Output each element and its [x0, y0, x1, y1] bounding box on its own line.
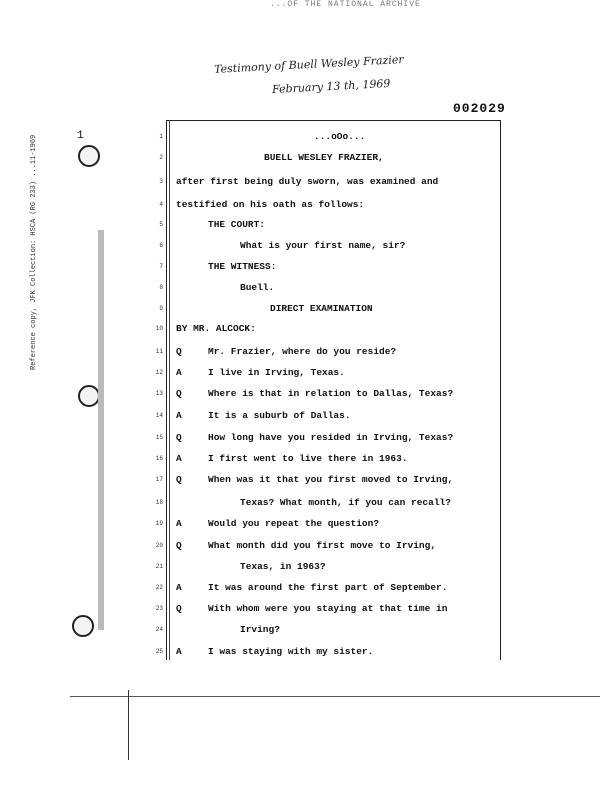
line-text: Would you repeat the question? [208, 518, 380, 529]
qa-marker: Q [176, 346, 182, 357]
page-number: 002029 [453, 101, 506, 116]
line-text: It was around the first part of September. [208, 582, 448, 593]
line-number: 24 [155, 626, 163, 633]
transcript-line [0, 219, 612, 231]
line-number: 10 [155, 325, 163, 332]
line-number: 16 [155, 455, 163, 462]
qa-marker: A [176, 367, 182, 378]
transcript-line [0, 303, 612, 315]
margin-number: 1 [77, 130, 84, 142]
line-number: 23 [155, 605, 163, 612]
line-text: What is your first name, sir? [240, 240, 406, 251]
centered-heading: ...oOo... [314, 131, 366, 142]
handwritten-date: February 13 th, 1969 [271, 76, 391, 97]
line-text: When was it that you first moved to Irving, [208, 474, 454, 485]
line-text: Where is that in relation to Dallas, Texas? [208, 388, 454, 399]
line-number: 13 [155, 390, 163, 397]
line-number: 4 [159, 201, 163, 208]
line-number: 9 [159, 305, 163, 312]
handwritten-title: Testimony of Buell Wesley Frazier [213, 53, 404, 76]
transcript-line [0, 624, 612, 636]
qa-marker: Q [176, 540, 182, 551]
line-text: Texas? What month, if you can recall? [240, 497, 451, 508]
qa-marker: Q [176, 432, 182, 443]
transcript-line [0, 540, 612, 552]
line-text: Irving? [240, 624, 280, 635]
line-text: Buell. [240, 282, 275, 293]
transcript-line [0, 131, 612, 143]
line-number: 17 [155, 476, 163, 483]
archive-stamp: ...OF THE NATIONAL ARCHIVE [270, 0, 421, 9]
transcript-line [0, 323, 612, 335]
qa-marker: A [176, 410, 182, 421]
transcript-line [0, 282, 612, 294]
transcript-line [0, 453, 612, 465]
line-text: How long have you resided in Irving, Texas? [208, 432, 454, 443]
centered-heading: BUELL WESLEY FRAZIER, [264, 152, 384, 163]
line-text: Texas, in 1963? [240, 561, 326, 572]
line-number: 19 [155, 520, 163, 527]
qa-marker: A [176, 453, 182, 464]
transcript-line [0, 152, 612, 164]
line-number: 21 [155, 563, 163, 570]
transcript-line [0, 603, 612, 615]
line-text: THE COURT: [208, 219, 266, 230]
line-text: What month did you first move to Irving, [208, 540, 437, 551]
qa-marker: A [176, 582, 182, 593]
bottom-vertical-mark [128, 690, 129, 760]
line-number: 6 [159, 242, 163, 249]
line-number: 12 [155, 369, 163, 376]
line-number: 5 [159, 221, 163, 228]
transcript-line [0, 346, 612, 358]
line-text: BY MR. ALCOCK: [176, 323, 256, 334]
transcript-line [0, 582, 612, 594]
line-number: 14 [155, 412, 163, 419]
transcript-line [0, 646, 612, 658]
line-number: 2 [159, 154, 163, 161]
line-text: THE WITNESS: [208, 261, 277, 272]
line-text: It is a suburb of Dallas. [208, 410, 351, 421]
reference-copy-stamp: Reference copy, JFK Collection: HSCA (RG 233) ...11-1969 [30, 134, 38, 370]
qa-marker: A [176, 646, 182, 657]
line-number: 3 [159, 178, 163, 185]
transcript-line [0, 176, 612, 188]
line-number: 15 [155, 434, 163, 441]
transcript-line [0, 261, 612, 273]
qa-marker: Q [176, 474, 182, 485]
page-bottom-line [70, 696, 600, 697]
transcript-line [0, 388, 612, 400]
transcript-line [0, 367, 612, 379]
line-number: 20 [155, 542, 163, 549]
transcript-line [0, 410, 612, 422]
line-number: 18 [155, 499, 163, 506]
line-number: 7 [159, 263, 163, 270]
qa-marker: Q [176, 388, 182, 399]
transcript-line [0, 518, 612, 530]
transcript-line [0, 240, 612, 252]
line-text: testified on his oath as follows: [176, 199, 365, 210]
line-text: I first went to live there in 1963. [208, 453, 408, 464]
page-frame-top [166, 120, 500, 121]
line-text: Mr. Frazier, where do you reside? [208, 346, 397, 357]
qa-marker: A [176, 518, 182, 529]
centered-heading: DIRECT EXAMINATION [270, 303, 373, 314]
line-text: I was staying with my sister. [208, 646, 374, 657]
qa-marker: Q [176, 603, 182, 614]
line-text: With whom were you staying at that time in [208, 603, 448, 614]
line-number: 22 [155, 584, 163, 591]
transcript-line [0, 474, 612, 486]
line-number: 11 [155, 348, 163, 355]
transcript-line [0, 432, 612, 444]
line-text: after first being duly sworn, was examined and [176, 176, 439, 187]
line-number: 8 [159, 284, 163, 291]
transcript-line [0, 561, 612, 573]
line-text: I live in Irving, Texas. [208, 367, 345, 378]
line-number: 25 [155, 648, 163, 655]
transcript-line [0, 199, 612, 211]
line-number: 1 [159, 133, 163, 140]
transcript-line [0, 497, 612, 509]
